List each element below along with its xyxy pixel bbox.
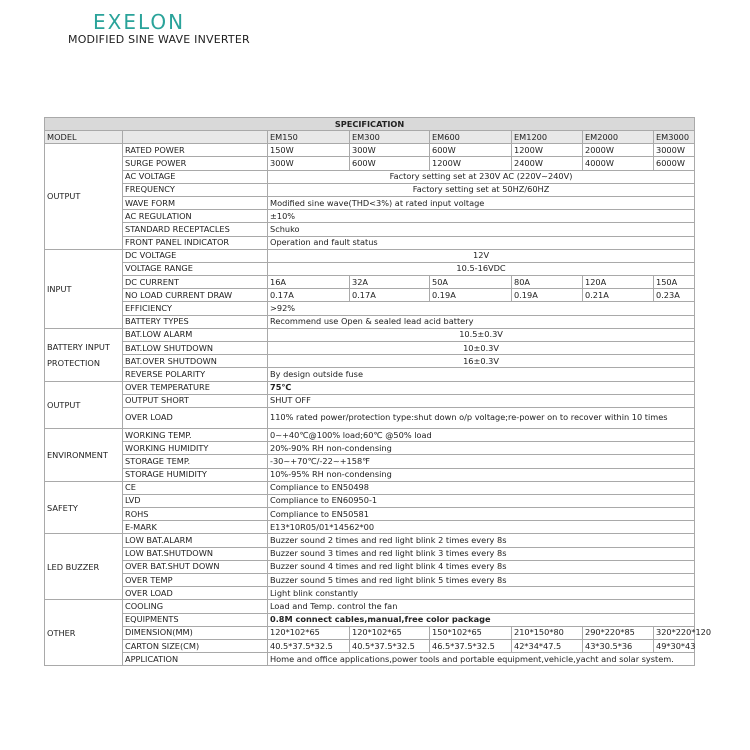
table-row xyxy=(45,613,695,626)
table-row xyxy=(45,315,695,328)
row-label: OVER TEMP xyxy=(123,574,268,587)
row-label: BAT.LOW ALARM xyxy=(123,328,268,341)
table-row xyxy=(45,468,695,481)
table-row xyxy=(45,442,695,455)
row-label: WORKING HUMIDITY xyxy=(123,442,268,455)
model-label: MODEL xyxy=(45,131,123,144)
value-cell: Buzzer sound 4 times and red light blink 4 times every 8s xyxy=(268,560,695,573)
group-input: INPUT xyxy=(45,249,123,328)
table-row xyxy=(45,302,695,315)
value-cell: Factory setting set at 50HZ/60HZ xyxy=(268,183,695,196)
value-cell: 300W xyxy=(268,157,350,170)
row-label: STORAGE TEMP. xyxy=(123,455,268,468)
row-label: APPLICATION xyxy=(123,653,268,666)
brand-logo: EXELON xyxy=(93,10,186,34)
value-cell: 210*150*80 xyxy=(512,626,583,639)
value-cell: 6000W xyxy=(654,157,695,170)
value-cell: 10.5±0.3V xyxy=(268,328,695,341)
value-cell: 150A xyxy=(654,276,695,289)
model-cell: EM3000 xyxy=(654,131,695,144)
value-cell: 0.17A xyxy=(350,289,430,302)
table-row xyxy=(45,521,695,534)
model-cell: EM300 xyxy=(350,131,430,144)
table-row xyxy=(45,508,695,521)
row-label: BATTERY TYPES xyxy=(123,315,268,328)
group-safety: SAFETY xyxy=(45,481,123,534)
value-cell: SHUT OFF xyxy=(268,394,695,407)
row-label: OVER LOAD xyxy=(123,587,268,600)
value-cell: Home and office applications,power tools and portable equipment,vehicle,yacht and solar system. xyxy=(268,653,695,666)
value-cell: 0~+40℃@100% load;60℃ @50% load xyxy=(268,428,695,441)
value-cell: Recommend use Open & sealed lead acid battery xyxy=(268,315,695,328)
value-cell: Compliance to EN50581 xyxy=(268,508,695,521)
value-cell: 75℃ xyxy=(268,381,695,394)
table-row xyxy=(45,157,695,170)
value-cell: 10±0.3V xyxy=(268,342,695,355)
value-cell: 0.8M connect cables,manual,free color package xyxy=(268,613,695,626)
group-output-protection: OUTPUT xyxy=(45,381,123,428)
table-row xyxy=(45,600,695,613)
value-cell: 0.23A xyxy=(654,289,695,302)
row-label: AC VOLTAGE xyxy=(123,170,268,183)
row-label: CARTON SIZE(CM) xyxy=(123,639,268,652)
row-label: SURGE POWER xyxy=(123,157,268,170)
value-cell: 120*102*65 xyxy=(350,626,430,639)
value-cell: Modified sine wave(THD<3%) at rated input voltage xyxy=(268,196,695,209)
specification-table xyxy=(44,117,712,666)
table-row xyxy=(45,394,695,407)
value-cell: 290*220*85 xyxy=(583,626,654,639)
table-row xyxy=(45,131,695,144)
row-label: FRONT PANEL INDICATOR xyxy=(123,236,268,249)
row-label: AC REGULATION xyxy=(123,210,268,223)
group-label-line: PROTECTION xyxy=(47,357,100,368)
group-battery-protection xyxy=(45,328,123,381)
table-row xyxy=(45,262,695,275)
value-cell: 32A xyxy=(350,276,430,289)
value-cell: 120A xyxy=(583,276,654,289)
table-row xyxy=(45,342,695,355)
table-row xyxy=(45,196,695,209)
group-label-line: BATTERY INPUT xyxy=(47,341,110,352)
value-cell: 320*220*120 xyxy=(654,626,695,639)
value-cell: Operation and fault status xyxy=(268,236,695,249)
group-led-buzzer: LED BUZZER xyxy=(45,534,123,600)
group-environment: ENVIRONMENT xyxy=(45,428,123,481)
table-row xyxy=(45,639,695,652)
value-cell: 10%-95% RH non-condensing xyxy=(268,468,695,481)
value-cell: 4000W xyxy=(583,157,654,170)
row-label: WAVE FORM xyxy=(123,196,268,209)
table-row xyxy=(45,587,695,600)
model-cell: EM150 xyxy=(268,131,350,144)
row-label: OVER TEMPERATURE xyxy=(123,381,268,394)
row-label: STORAGE HUMIDITY xyxy=(123,468,268,481)
model-cell: EM600 xyxy=(430,131,512,144)
value-cell: 1200W xyxy=(512,144,583,157)
value-cell: Buzzer sound 5 times and red light blink 5 times every 8s xyxy=(268,574,695,587)
value-cell: 1200W xyxy=(430,157,512,170)
table-row xyxy=(45,428,695,441)
value-cell: Buzzer sound 3 times and red light blink 3 times every 8s xyxy=(268,547,695,560)
table-row xyxy=(45,249,695,262)
value-cell: >92% xyxy=(268,302,695,315)
table-row xyxy=(45,481,695,494)
value-cell: 300W xyxy=(350,144,430,157)
table-row xyxy=(45,355,695,368)
value-cell: 40.5*37.5*32.5 xyxy=(268,639,350,652)
row-label: OVER BAT.SHUT DOWN xyxy=(123,560,268,573)
value-cell: 0.19A xyxy=(512,289,583,302)
table-row xyxy=(45,144,695,157)
value-cell: ±10% xyxy=(268,210,695,223)
value-cell: 80A xyxy=(512,276,583,289)
value-cell: 16±0.3V xyxy=(268,355,695,368)
row-label: REVERSE POLARITY xyxy=(123,368,268,381)
value-cell: 600W xyxy=(350,157,430,170)
row-label: WORKING TEMP. xyxy=(123,428,268,441)
value-cell: 0.19A xyxy=(430,289,512,302)
table-row xyxy=(45,547,695,560)
value-cell: -30~+70℃/-22~+158℉ xyxy=(268,455,695,468)
table-row xyxy=(45,534,695,547)
value-cell: 43*30.5*36 xyxy=(583,639,654,652)
model-cell: EM1200 xyxy=(512,131,583,144)
group-other: OTHER xyxy=(45,600,123,666)
table-row xyxy=(45,407,695,428)
value-cell: 150W xyxy=(268,144,350,157)
row-label: BAT.OVER SHUTDOWN xyxy=(123,355,268,368)
row-label: BAT.LOW SHUTDOWN xyxy=(123,342,268,355)
row-label: LVD xyxy=(123,494,268,507)
value-cell: 2000W xyxy=(583,144,654,157)
spec-title: SPECIFICATION xyxy=(45,118,695,131)
product-subtitle: MODIFIED SINE WAVE INVERTER xyxy=(68,33,250,46)
value-cell: By design outside fuse xyxy=(268,368,695,381)
value-cell: Load and Temp. control the fan xyxy=(268,600,695,613)
value-cell: Compliance to EN50498 xyxy=(268,481,695,494)
table-row xyxy=(45,276,695,289)
table-row xyxy=(45,574,695,587)
table-row xyxy=(45,223,695,236)
value-cell: 12V xyxy=(268,249,695,262)
row-label: DIMENSION(MM) xyxy=(123,626,268,639)
row-label: FREQUENCY xyxy=(123,183,268,196)
row-label: LOW BAT.SHUTDOWN xyxy=(123,547,268,560)
value-cell: 40.5*37.5*32.5 xyxy=(350,639,430,652)
table-row xyxy=(45,494,695,507)
value-cell: 42*34*47.5 xyxy=(512,639,583,652)
row-label: DC VOLTAGE xyxy=(123,249,268,262)
value-cell: 10.5-16VDC xyxy=(268,262,695,275)
table-row xyxy=(45,210,695,223)
table-row xyxy=(45,626,695,639)
row-label: E-MARK xyxy=(123,521,268,534)
value-cell: Schuko xyxy=(268,223,695,236)
value-cell: 0.17A xyxy=(268,289,350,302)
value-cell: 0.21A xyxy=(583,289,654,302)
value-cell: Compliance to EN60950-1 xyxy=(268,494,695,507)
table-row xyxy=(45,170,695,183)
row-label: DC CURRENT xyxy=(123,276,268,289)
table-row xyxy=(45,328,695,341)
row-label: EFFICIENCY xyxy=(123,302,268,315)
row-label: ROHS xyxy=(123,508,268,521)
row-label: EQUIPMENTS xyxy=(123,613,268,626)
row-label: CE xyxy=(123,481,268,494)
model-cell: EM2000 xyxy=(583,131,654,144)
table-row xyxy=(45,289,695,302)
table-row xyxy=(45,183,695,196)
value-cell: Buzzer sound 2 times and red light blink 2 times every 8s xyxy=(268,534,695,547)
table-row xyxy=(45,455,695,468)
table-row xyxy=(45,236,695,249)
value-cell: E13*10R05/01*14562*00 xyxy=(268,521,695,534)
table-row xyxy=(45,368,695,381)
row-label: COOLING xyxy=(123,600,268,613)
value-cell: 20%-90% RH non-condensing xyxy=(268,442,695,455)
value-cell: 2400W xyxy=(512,157,583,170)
value-cell: 50A xyxy=(430,276,512,289)
value-cell: 110% rated power/protection type:shut down o/p voltage;re-power on to recover within 10 times xyxy=(268,407,695,428)
value-cell: 120*102*65 xyxy=(268,626,350,639)
row-label: STANDARD RECEPTACLES xyxy=(123,223,268,236)
table-row xyxy=(45,560,695,573)
value-cell: 46.5*37.5*32.5 xyxy=(430,639,512,652)
value-cell: 16A xyxy=(268,276,350,289)
value-cell: 49*30*43 xyxy=(654,639,695,652)
table-row xyxy=(45,653,695,666)
value-cell: 3000W xyxy=(654,144,695,157)
row-label: NO LOAD CURRENT DRAW xyxy=(123,289,268,302)
row-label: VOLTAGE RANGE xyxy=(123,262,268,275)
table-row xyxy=(45,381,695,394)
row-label: OUTPUT SHORT xyxy=(123,394,268,407)
value-cell: Factory setting set at 230V AC (220V~240V) xyxy=(268,170,695,183)
row-label: LOW BAT.ALARM xyxy=(123,534,268,547)
group-output: OUTPUT xyxy=(45,144,123,250)
row-label: RATED POWER xyxy=(123,144,268,157)
row-label: OVER LOAD xyxy=(123,407,268,428)
value-cell: Light blink constantly xyxy=(268,587,695,600)
value-cell: 150*102*65 xyxy=(430,626,512,639)
value-cell: 600W xyxy=(430,144,512,157)
